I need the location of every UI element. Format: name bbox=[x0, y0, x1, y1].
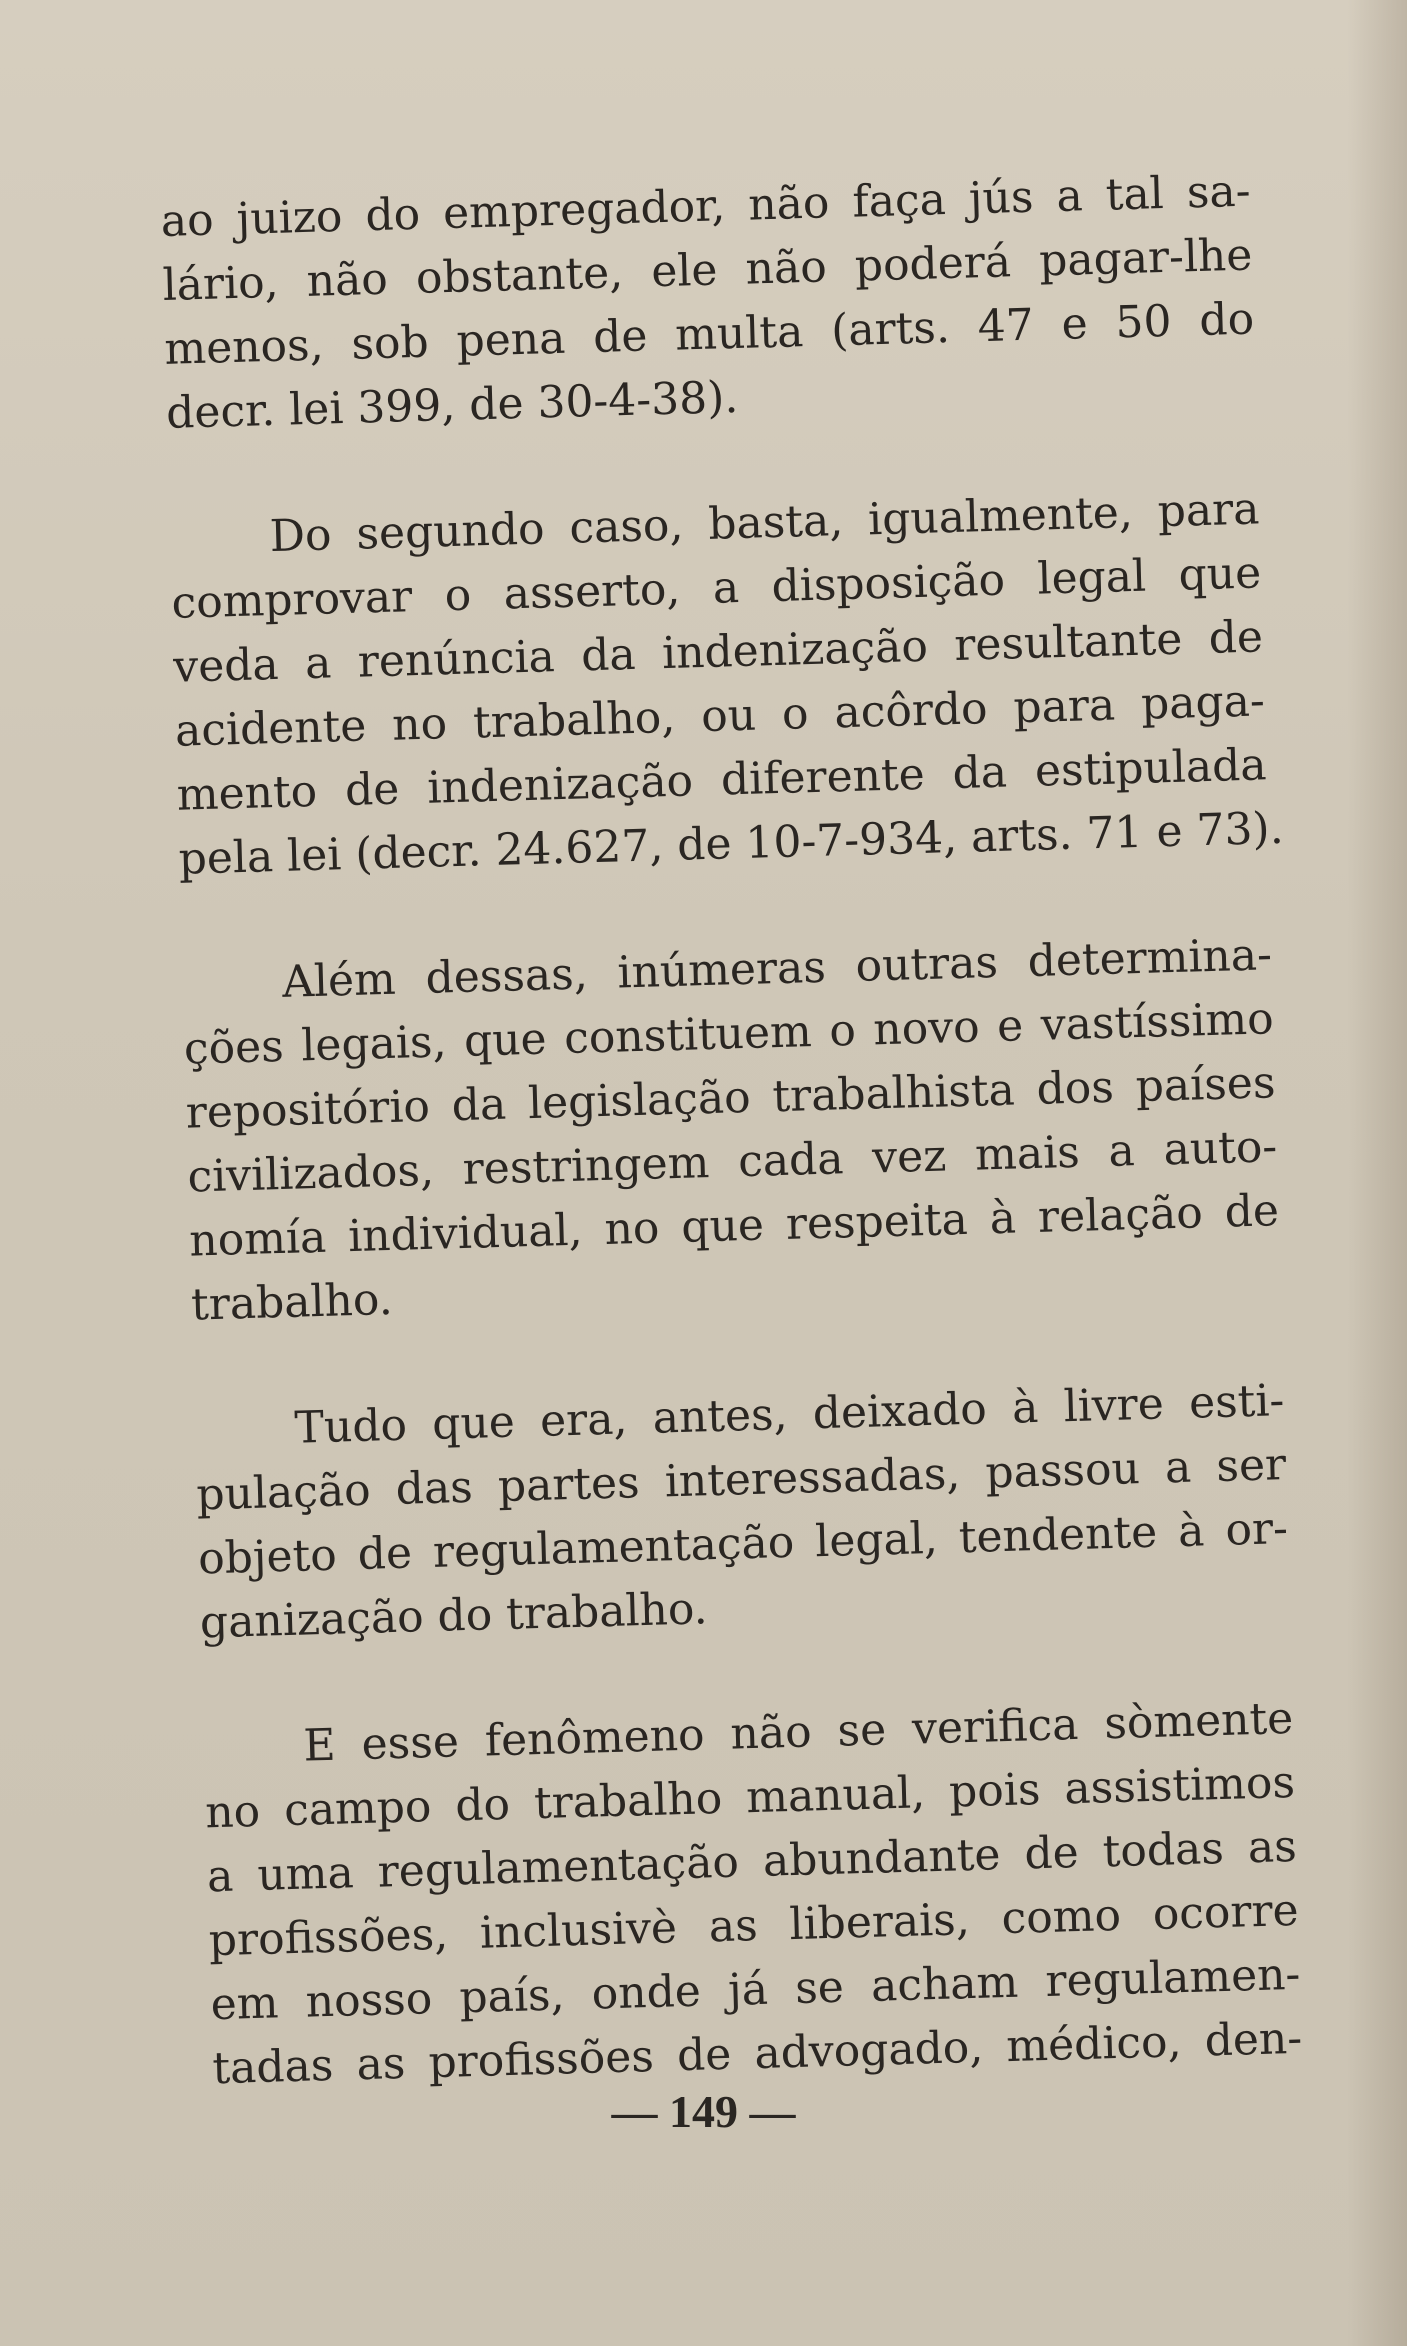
text-line: Tudo que era, antes, deixado à livre esti- bbox=[293, 1375, 1285, 1454]
paragraph-4 bbox=[194, 1369, 1291, 1655]
text-line: veda a renúncia da indenização resultante de bbox=[172, 611, 1264, 693]
text-line: nomía individual, no que respeita à relação de bbox=[188, 1185, 1280, 1267]
text-line: pulação das partes interessadas, passou a ser bbox=[195, 1439, 1287, 1521]
text-line: E esse fenômeno não se verifica sòmente bbox=[302, 1692, 1294, 1772]
text-line: objeto de regulamentação legal, tendente à or- bbox=[197, 1503, 1289, 1585]
text-line: em nosso país, onde já se acham regulamen- bbox=[209, 1948, 1301, 2031]
text-line: a uma regulamentação abundante de todas as bbox=[206, 1820, 1298, 1903]
text-line: no campo do trabalho manual, pois assistimos bbox=[204, 1756, 1296, 1839]
text-line: menos, sob pena de multa (arts. 47 e 50 do bbox=[163, 293, 1255, 375]
text-line: acidente no trabalho, ou o acôrdo para paga- bbox=[174, 675, 1266, 757]
text-line: profissões, inclusivè as liberais, como ocorre bbox=[208, 1884, 1300, 1967]
paragraph-3 bbox=[181, 923, 1281, 1337]
paragraph-5 bbox=[203, 1687, 1303, 2101]
text-line: trabalho. bbox=[190, 1273, 394, 1331]
text-line: Do segundo caso, basta, igualmente, para bbox=[269, 483, 1261, 563]
text-line: ao juizo do empregador, não faça jús a tal sa- bbox=[160, 165, 1252, 247]
paragraph-2 bbox=[169, 477, 1285, 891]
text-line: ganização do trabalho. bbox=[199, 1583, 709, 1649]
text-line: civilizados, restringem cada vez mais a auto- bbox=[186, 1121, 1278, 1203]
paragraph-1 bbox=[160, 160, 1257, 446]
text-line: decr. lei 399, de 30-4-38). bbox=[165, 371, 739, 439]
text-line: tadas as profissões de advogado, médico, den- bbox=[211, 2012, 1303, 2095]
text-line: ções legais, que constituem o novo e vastíssimo bbox=[183, 993, 1275, 1075]
text-line: Além dessas, inúmeras outras determina- bbox=[281, 929, 1273, 1008]
body-text bbox=[160, 160, 1305, 2164]
text-line: pela lei (decr. 24.627, de 10-7-934, arts. 71 e 73). bbox=[177, 802, 1285, 885]
text-line: repositório da legislação trabalhista dos países bbox=[185, 1057, 1277, 1139]
text-line: comprovar o asserto, a disposição legal que bbox=[170, 547, 1262, 629]
page-number: — 149 — bbox=[611, 2086, 796, 2137]
text-line: mento de indenização diferente da estipulada bbox=[176, 739, 1268, 821]
text-line: lário, não obstante, ele não poderá pagar-lhe bbox=[161, 229, 1253, 311]
